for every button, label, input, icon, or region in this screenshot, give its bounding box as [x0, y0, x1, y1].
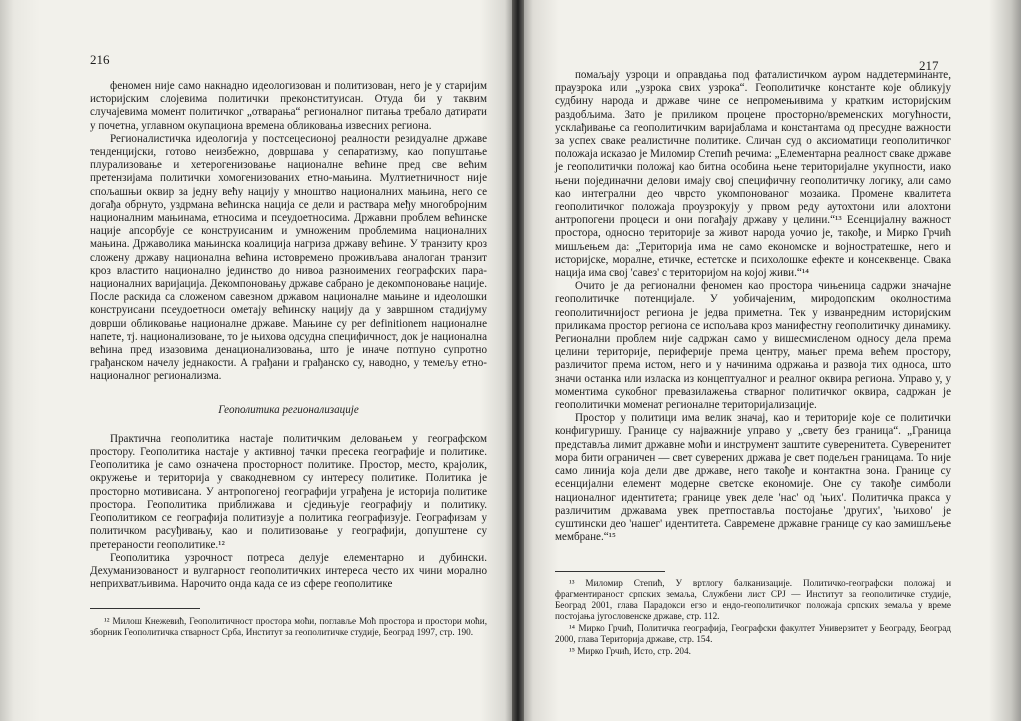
page-number: 216 — [90, 52, 110, 67]
footnote-rule — [90, 608, 200, 609]
paragraph: Очито је да регионални феномен као простора чињеница садржи значајне геополитичке потенцијале. У уобичајеним, миродопским околностима геополитичнијост региона је једва приметна. Тек у изванредним историјским приликама простор региона се испољава кроз манифестну геополитичку динамику. Регионални проблем није садржан само у вишесмисленом односу дела према целини територије, периферије према центру, мањег према већем простору, различитог према истом, него и у начинима одржања и развоја тих односа, што значи останка или изласка из концептуалног и реалног оквира региона. Управо у, у моментима сукобног превазилажења стварног политичког оквира, садржан је геополитички моменат регионалне територијализације. — [555, 280, 951, 412]
right-page — [519, 0, 1021, 721]
main-text — [555, 69, 951, 544]
footnotes — [555, 578, 951, 658]
paragraph: феномен није само накнадно идеологизован и политизован, него је у старијим историјским слојевима политички преконституисан. Отуда би у таквим случајевима момент политичког „отварања“ регионалног питања требало датирати у почетна, углавном окупациона времена обликовања извесних региона. — [90, 80, 487, 132]
paragraph: Геополитика узрочност потреса делује елементарно и дубински. Дехуманизованост и вулгарност геополитичких интереса често их чини морално неприхватљивима. Нарочито онда када се из сфере геополитике — [90, 551, 487, 591]
page-number: 217 — [919, 58, 939, 73]
footnote: ¹³ Миломир Степић, У вртлогу балканизације. Политичко-географски положај и фрагментираност српских земаља, Службени лист СРЈ — Институт за геополитичке студије, Београд 2001, глава Парадокси егзо и ендо-геополитичког положаја српских земаља у време постојања југословенске државе, стр. 112. — [555, 578, 951, 621]
section-heading: Геополитика регионализације — [218, 403, 359, 416]
paragraph: Простор у политици има велик значај, као и територије које се политички конфигуришу. Границе су најважније управо у „свету без граница“. „Граница представља лимит државне моћи и инструмент заштите суверенитета. Суверенитет мора бити ограничен — свет суверених држава је свет подељен границама. То није само линија која дели две државе, него такође и контактна зона. Границе су есенцијални елемент модерне светске економије. Оне су такође симболи националног идентитета; границе увек деле 'нас' од 'њих'. Политичка пракса у различитим државама увек претпоставља постојање 'других', 'њихово' је суштински део 'нашег' идентитета. Савремене државне границе су као замишљење мембране.“¹⁵ — [555, 412, 951, 544]
footnote: ¹⁴ Мирко Грчић, Политичка географија, Географски факултет Универзитет у Београду, Београд 2000, глава Територија државе, стр. 154. — [555, 623, 951, 644]
footnote-rule — [555, 571, 665, 572]
book-gutter — [512, 0, 524, 721]
footnotes — [90, 616, 487, 639]
paragraph: Регионалистичка идеологија у постсецесионој реалности резидуалне државе тенденцијски, готово неизбежно, довршава у сепаратизму, као попуштање плурализовање и хетерогенизовање националне већине пред све већим претензијама политички хомогенизованих етно-мањина. Мултиетничност није спољашњи оквир за једну већу нацију у мноштво националних мањина, него се догађа обрнуто, уздрмана већинска нација се дели и раствара међу многобројним националним мањинама, етносима и псеудоетносима. Државни проблем већинске нације апсорбује се конструисаним и умноженим проблемима националних мањина. Државолика мањинска коалиција нагриза државу већине. У транзиту кроз сложену државу национална већина истовремено проживљава аналоган транзит кроз властито национално јединство до нивоа разноимених географских пара-националних варијација. Декомпоновању државе сабрано је декомпоновање нације. После раскида са сложеном савезном државом националне мањине и идеолошки конструисани псеудоетноси ометају већинску нацију да у завршном стадијуму доврши обликовање националне државе. Мањине су per definitionem националне напете, тј. национализоване, то је њихова одсудна специфичност, док је национална већина пред изазовима денационализовања, што је иначе потпуно супротно грађанском начелу једнакости. А грађани и грађанско су, наводно, у темељу етно-националног регионализма. — [90, 132, 487, 383]
paragraph: Практична геополитика настаје политичким деловањем у географском простору. Геополитика настаје у активној тачки пресека географије и политике. Геополитика је само означена просторност политике. Простор, место, крајолик, окружење и територија у свакодневном су интересу политике. Политика је просторно мотивисана. У антропогеној географији уграђена је историја политике простора. Геополитика приближава и сједињује географију и политику. Геополитиком се географија политизује а политика географизује. Географизам у политичком расуђивању, као и политизовање у географији, допуштене су претераности геополитике.¹² — [90, 432, 487, 551]
main-text — [90, 80, 487, 591]
footnote: ¹⁵ Мирко Грчић, Исто, стр. 204. — [569, 646, 691, 656]
paragraph: помаљају узроци и оправдања под фаталистичком ауром наддетерминанте, праузрока или „узрока свих узрока“. Геополитичке константе које обликују судбину народа и државе чине се непромењивима у кратким историјским раздобљима. Зато је приликом процене просторно/временских могућности, усклађивање са геополитичким варијаблама и константама од пресудне важности за успех сваке реалистичне политике. Сличан суд о аксиоматици геополитичког положаја исказао је Миломир Степић речима: „Елементарна реалност сваке државе је геополитички положај као битна особина њене територијалне укупности, иако њени појединачни делови имају свој специфичну геополитичку логику, али само као интегрални део чврсто укомпонованог мозаика. Промене квалитета геополитичког положаја проузрокују у првом реду аутохтони или алохтони антропогени процеси и они погађају државу у целини.“¹³ Есенцијалну важност простора, односно територије за живот народа уочио је, такође, и Мирко Грчић мишљењем да: „Територија има не само економске и војностратешке, него и историјске, моралне, етичке, естетске и психолошке ефекте и консеквенце. Свака нација има свој 'савез' с територијом на којој живи.“¹⁴ — [555, 69, 951, 280]
footnote: ¹² Милош Кнежевић, Геополитичност простора моћи, поглавље Моћ простора и простори моћи, зборник Геополитичка стварност Срба, Институт за геополитичке студије, Београд 1997, стр. 190. — [90, 616, 487, 637]
